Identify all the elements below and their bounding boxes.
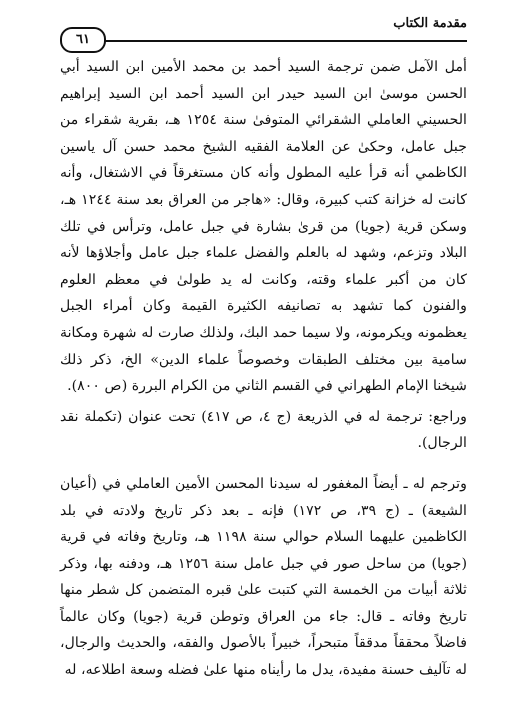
page-body [60, 54, 467, 684]
header-rule [100, 40, 467, 42]
paragraph-reference: وراجع: ترجمة له في الذريعة (ج ٤، ص ٤١٧) تحت عنوان (تكملة نقد الرجال). [60, 408, 467, 452]
running-title: مقدمة الكتاب [393, 16, 467, 31]
page-number: ٦١ [60, 27, 106, 53]
paragraph-ayan-shia: وترجم له ـ أيضاً المغفور له سيدنا المحسن الأمين العاملي في (أعيان الشيعة) ـ (ج ٣٩، ص ١٧٢) فإنه ـ بعد ذكر تاريخ ولادته في بلد الكاظمين عليهما السلام حوالي سنة ١١٩٨ هـ، وتاريخ وفاته في قرية (جويا) من ساحل صور في جبل عامل سنة ١٢٥٦ هـ، ودفنه بها، وذكر ثلاثة أبيات من الخمسة التي كتبت علىٰ قبره المتضمن كل شطر منها تاريخ وفاته ـ قال: جاء من العراق وتوطن قرية (جويا) وكان عالماً فاضلاً محققاً مدققاً متبحراً، خبيراً بالأصول والفقه، والحديث والرجال، له تآليف حسنة مفيدة، يدل ما رأيناه منها علىٰ فضله وسعة اطلاعه، له [60, 475, 467, 679]
page-header [60, 14, 467, 48]
paragraph-biography: أمل الآمل ضمن ترجمة السيد أحمد بن محمد الأمين ابن السيد أبي الحسن موسىٰ ابن السيد حيدر ابن السيد أحمد ابن السيد إبراهيم الحسيني العاملي الشقرائي المتوفىٰ سنة ١٢٥٤ هـ، بقرية شقراء من جبل عامل، وحكىٰ عن العلامة الفقيه الشيخ محمد حسن آل ياسين الكاظمي أنه قرأ عليه المطول وأنه كان مستغرقاً في الاشتغال، وأنه كانت له خزانة كتب كبيرة، وقال: «هاجر من العراق بعد سنة ١٢٤٤ هـ، وسكن قرية (جويا) من قرىٰ بشارة في جبل عامل، وترأس في تلك البلاد وتزعم، وشهد له بالعلم والفضل علماء جبل عامل وأجلاؤها لأنه كان من أكبر علماء وقته، وكانت له يد طولىٰ في معظم العلوم والفنون كما تشهد به تصانيفه الكثيرة القيمة وكان أمراء الجبل يعظمونه ويكرمونه، ولا سيما حمد البك، ولذلك صارت له شهرة ومكانة سامية بين مختلف الطبقات وخصوصاً علماء الدين» الخ، ذكر ذلك شيخنا الإمام الطهراني في القسم الثاني من الكرام البررة (ص ٨٠٠). [60, 59, 468, 395]
